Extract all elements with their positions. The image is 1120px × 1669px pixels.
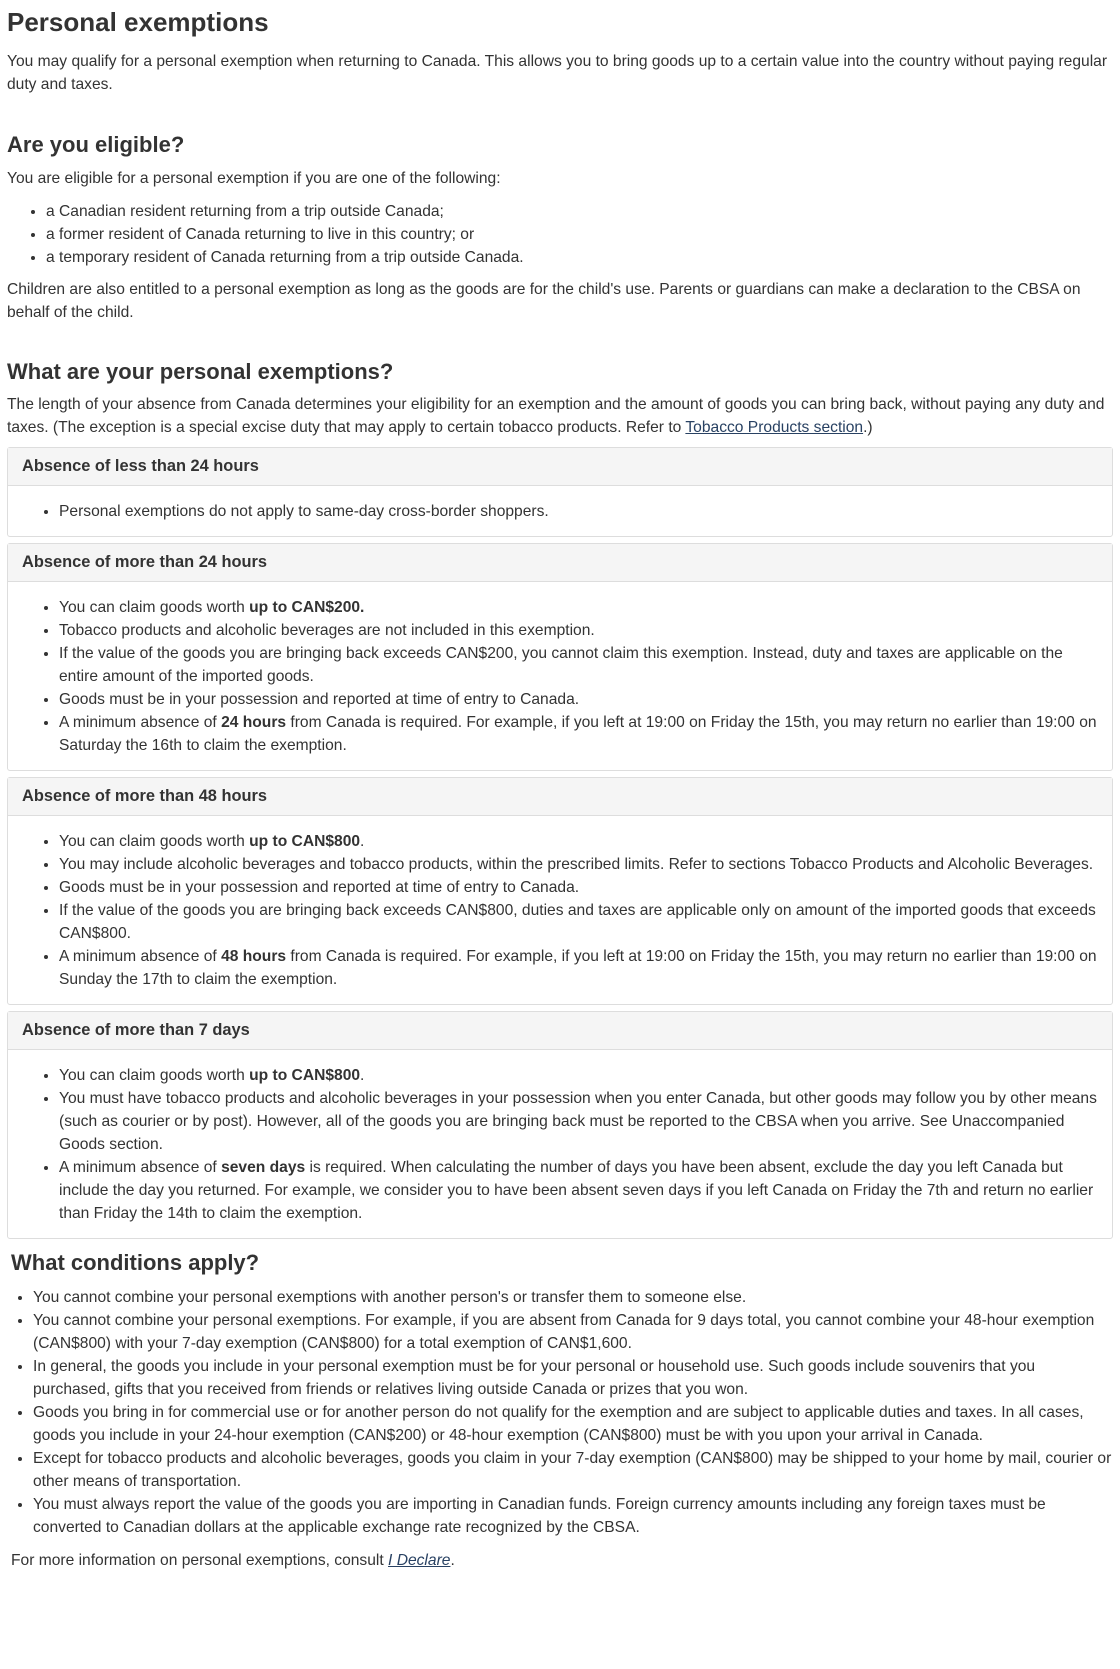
panel-title: Absence of more than 24 hours	[8, 544, 1112, 582]
children-paragraph: Children are also entitled to a personal exemption as long as the goods are for the child's use. Parents or guardians can make a declaration to the CBSA on behalf of the child.	[7, 281, 1081, 321]
list-item: • If the value of the goods you are bringing back exceeds CAN$200, you cannot claim this exemption. Instead, duty and taxes are applicable on the entire amount of the imported goods.	[59, 642, 1098, 688]
list-item: • A minimum absence of seven days is required. When calculating the number of days you have been absent, exclude the day you left Canada but include the day you returned. For example, we consider you to have been absent seven days if you left Canada on Friday the 7th and return no earlier than Friday the 14th to claim the exemption.	[59, 1156, 1098, 1225]
tobacco-products-link[interactable]: Tobacco Products section	[685, 419, 864, 436]
list-item: • You can claim goods worth up to CAN$200.	[59, 596, 1098, 619]
panel-body	[8, 1050, 1112, 1238]
conditions-heading: What conditions apply?	[11, 1250, 260, 1275]
eligibility-lead: You are eligible for a personal exemption if you are one of the following:	[7, 170, 501, 187]
list-item: • You may include alcoholic beverages and tobacco products, within the prescribed limits. Refer to sections Tobacco Products and Alcoholic Beverages.	[59, 853, 1098, 876]
eligibility-heading: Are you eligible?	[7, 132, 185, 157]
eligibility-list	[7, 200, 1113, 269]
panel-title: Absence of more than 48 hours	[8, 778, 1112, 816]
list-item: • A minimum absence of 48 hours from Canada is required. For example, if you left at 19:00 on Friday the 15th, you may return no earlier than 19:00 on Sunday the 17th to claim the exemption.	[59, 945, 1098, 991]
conditions-list	[7, 1286, 1113, 1539]
list-item: • Goods must be in your possession and reported at time of entry to Canada.	[59, 876, 1098, 899]
list-item: • You must always report the value of the goods you are importing in Canadian funds. Foreign currency amounts including any foreign taxes must be converted to Canadian dollars at the applicable exchange rate recognized by the CBSA.	[33, 1493, 1113, 1539]
more-info-paragraph: For more information on personal exemptions, consult I Declare.	[11, 1552, 455, 1569]
panel-title: Absence of more than 7 days	[8, 1012, 1112, 1050]
list-item: • You cannot combine your personal exemptions. For example, if you are absent from Canada for 9 days total, you cannot combine your 48-hour exemption (CAN$800) with your 7-day exemption (CAN$800) for a total exemption of CAN$1,600.	[33, 1309, 1113, 1355]
intro-paragraph: You may qualify for a personal exemption when returning to Canada. This allows you to bring goods up to a certain value into the country without paying regular duty and taxes.	[7, 53, 1108, 93]
list-item: • Personal exemptions do not apply to same-day cross-border shoppers.	[59, 500, 1098, 523]
list-item: • You cannot combine your personal exemptions with another person's or transfer them to someone else.	[33, 1286, 1113, 1309]
i-declare-link[interactable]: I Declare	[388, 1552, 451, 1569]
list-item: • You must have tobacco products and alcoholic beverages in your possession when you enter Canada, but other goods may follow you by other means (such as courier or by post). However, all of the goods you are bringing back must be reported to the CBSA when you arrive. See Unaccompanied Goods section.	[59, 1087, 1098, 1156]
list-item: • Goods you bring in for commercial use or for another person do not qualify for the exemption and are subject to applicable duties and taxes. In all cases, goods you include in your 24-hour exemption (CAN$200) or 48-hour exemption (CAN$800) must be with you upon your arrival in Canada.	[33, 1401, 1113, 1447]
panel-title: Absence of less than 24 hours	[8, 448, 1112, 486]
list-item: • You can claim goods worth up to CAN$800.	[59, 1064, 1098, 1087]
page-title: Personal exemptions	[7, 7, 269, 37]
panel-body	[8, 582, 1112, 770]
list-item: • a temporary resident of Canada returning from a trip outside Canada.	[46, 246, 1113, 269]
list-item: • You can claim goods worth up to CAN$800.	[59, 830, 1098, 853]
panel-body	[8, 486, 1112, 536]
panel-body	[8, 816, 1112, 1004]
exemptions-heading: What are your personal exemptions?	[7, 359, 394, 384]
list-item: • a former resident of Canada returning to live in this country; or	[46, 223, 1113, 246]
panel-more-than-48-hours	[7, 777, 1113, 1005]
list-item: • If the value of the goods you are bringing back exceeds CAN$800, duties and taxes are applicable only on amount of the imported goods that exceeds CAN$800.	[59, 899, 1098, 945]
panel-more-than-24-hours	[7, 543, 1113, 771]
list-item: • Except for tobacco products and alcoholic beverages, goods you claim in your 7-day exemption (CAN$800) may be shipped to your home by mail, courier or other means of transportation.	[33, 1447, 1113, 1493]
panel-less-than-24-hours	[7, 447, 1113, 537]
panel-more-than-7-days	[7, 1011, 1113, 1239]
list-item: • In general, the goods you include in your personal exemption must be for your personal or household use. Such goods include souvenirs that you purchased, gifts that you received from friends or relatives living outside Canada or prizes that you won.	[33, 1355, 1113, 1401]
exemptions-lead: The length of your absence from Canada determines your eligibility for an exemption and the amount of goods you can bring back, without paying any duty and taxes. (The exception is a special excise duty that may apply to certain tobacco products. Refer to Tobacco Products section.)	[7, 396, 1105, 436]
list-item: • a Canadian resident returning from a trip outside Canada;	[46, 200, 1113, 223]
list-item: • Tobacco products and alcoholic beverages are not included in this exemption.	[59, 619, 1098, 642]
exemption-panels	[7, 447, 1113, 1239]
list-item: • A minimum absence of 24 hours from Canada is required. For example, if you left at 19:00 on Friday the 15th, you may return no earlier than 19:00 on Saturday the 16th to claim the exemption.	[59, 711, 1098, 757]
list-item: • Goods must be in your possession and reported at time of entry to Canada.	[59, 688, 1098, 711]
